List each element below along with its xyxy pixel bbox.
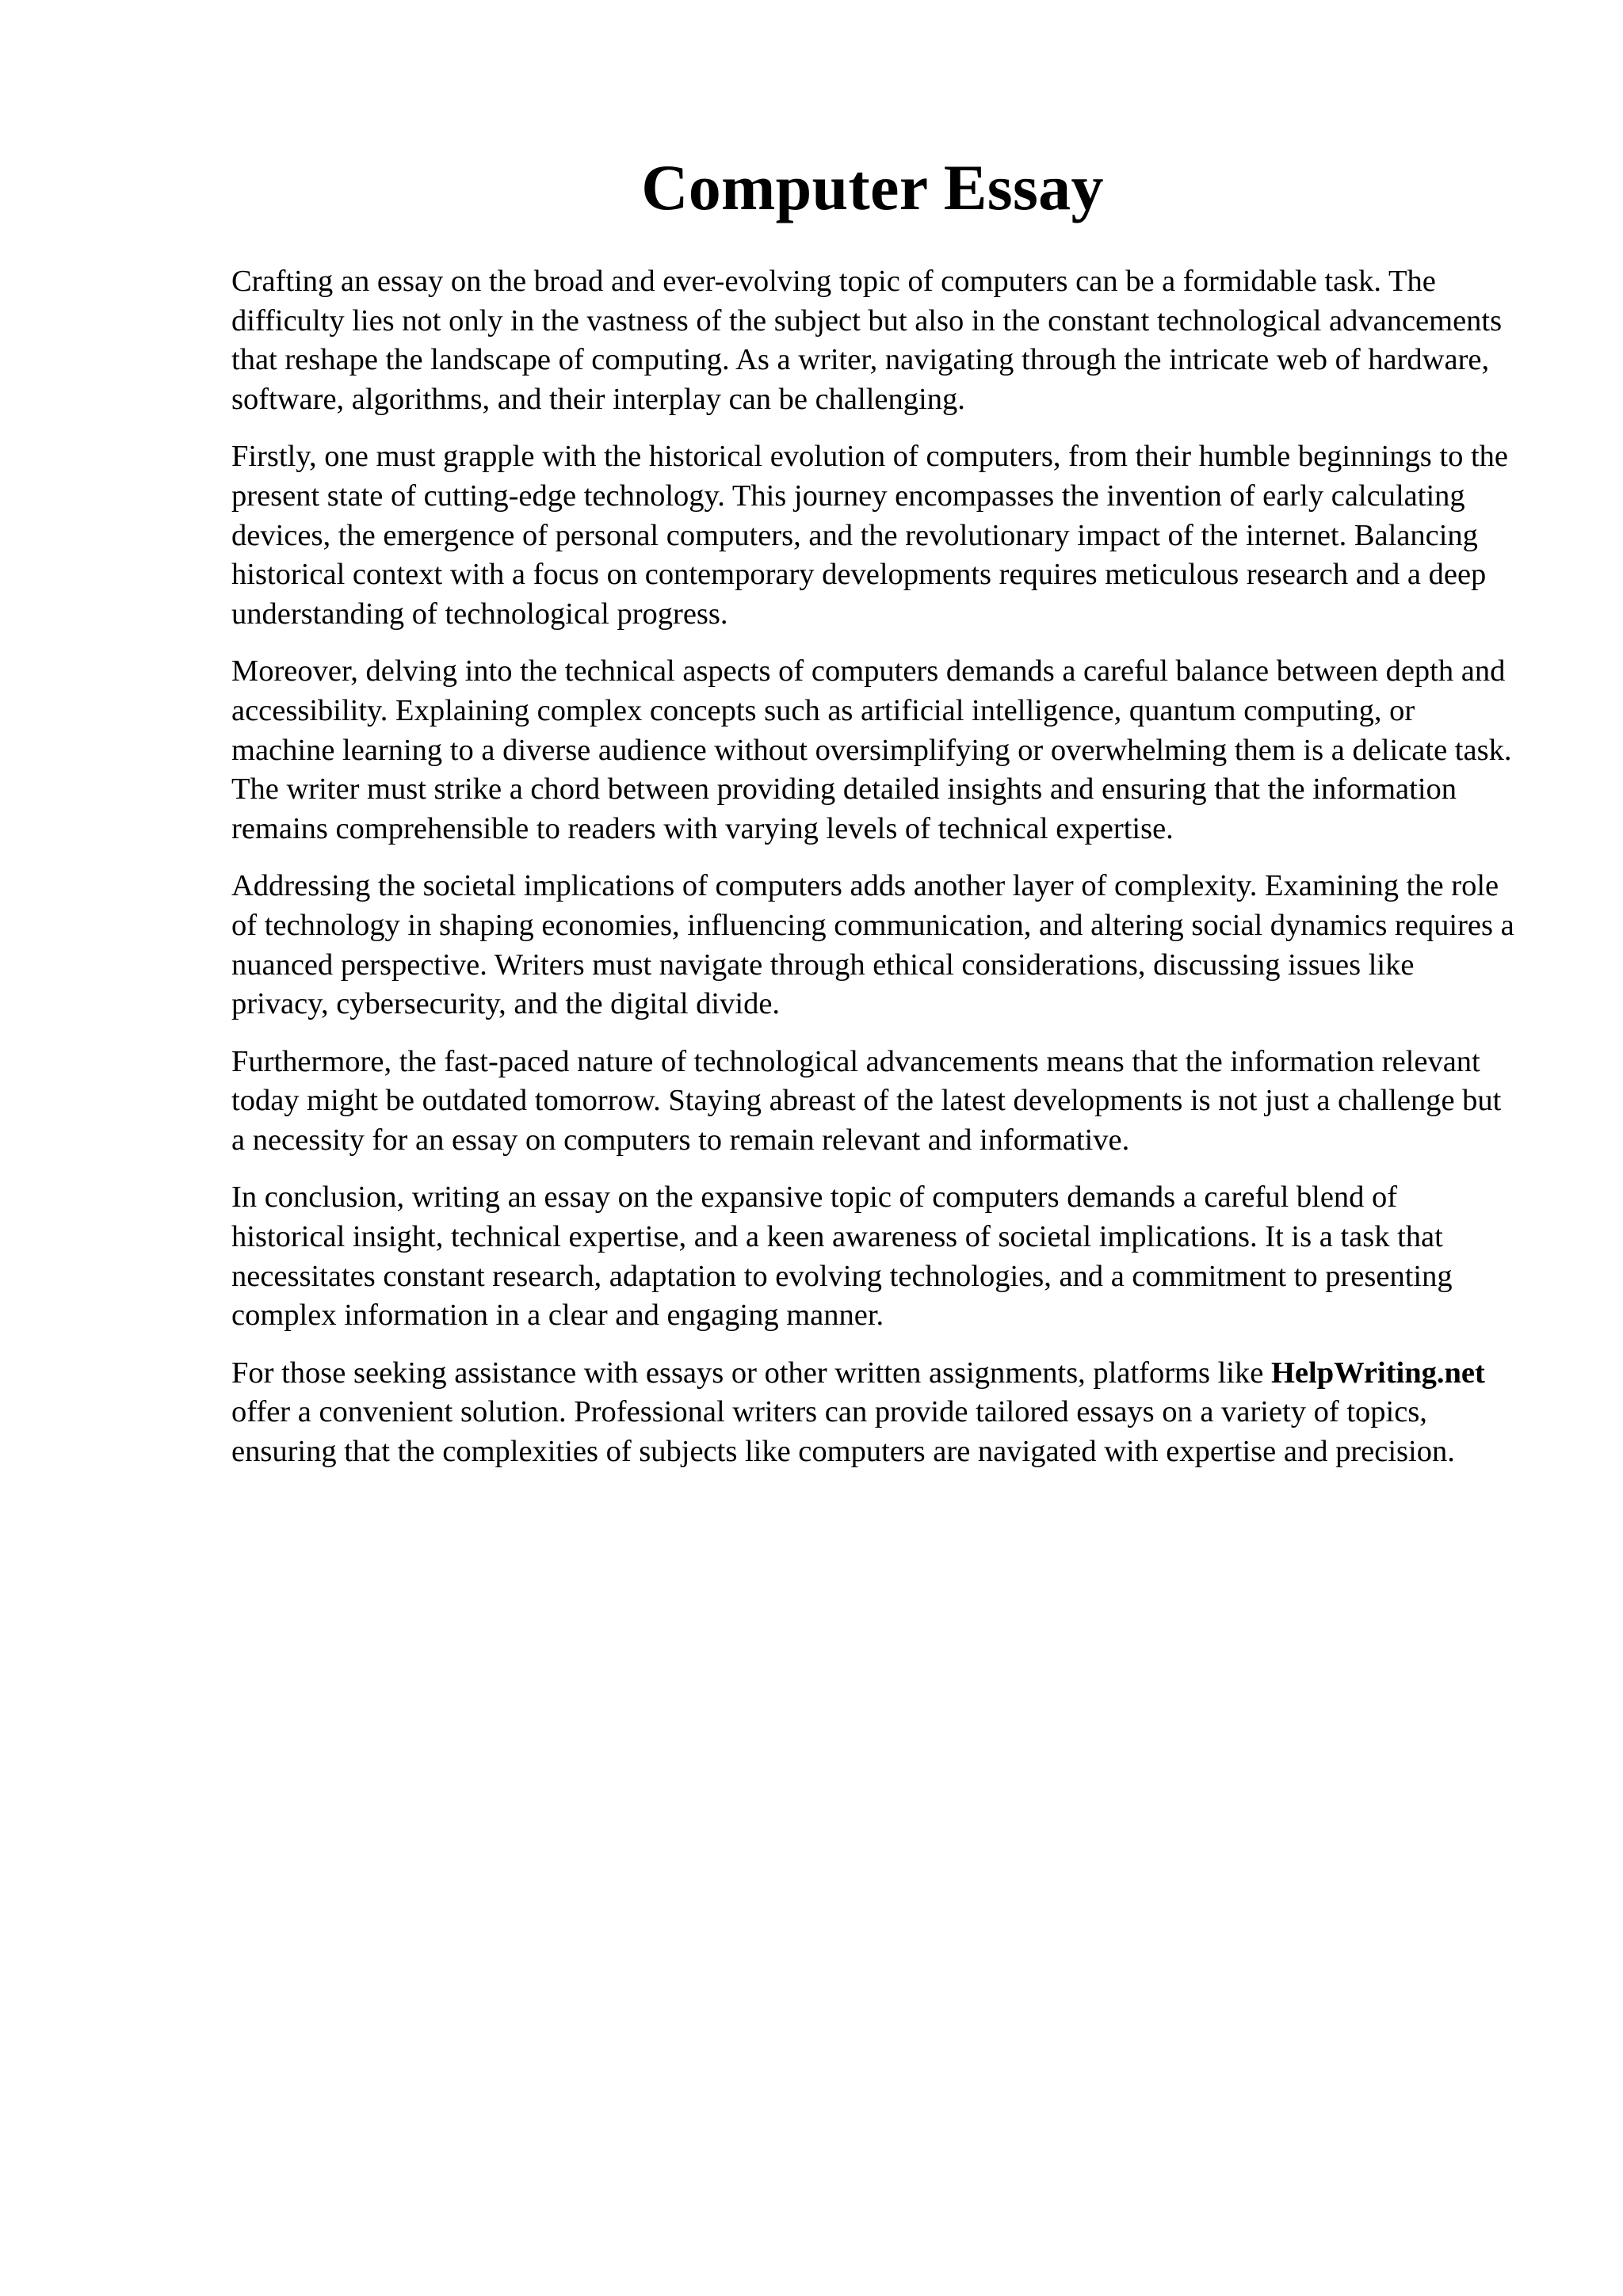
page-title: Computer Essay bbox=[641, 151, 1104, 223]
paragraph-intro: Crafting an essay on the broad and ever-evolving topic of computers can be a formidable task. The difficulty lies not only in the vastness of the subject but also in the constant technological advancements that reshape the landscape of computing. As a writer, navigating through the intricate web of hardware, software, algorithms, and their interplay can be challenging. bbox=[231, 265, 1503, 416]
closing-text-before: For those seeking assistance with essays or other written assignments, platforms like bbox=[231, 1356, 1271, 1390]
paragraph-pace: Furthermore, the fast-paced nature of technological advancements means that the information relevant today might be outdated tomorrow. Staying abreast of the latest developments is not just a challenge but a necessity for an essay on computers to remain relevant and informative. bbox=[231, 1044, 1502, 1157]
closing-text-after: offer a convenient solution. Professional writers can provide tailored essays on a variety of topics, ensuring that the complexities of subjects like computers are navigated with expertise and precision. bbox=[231, 1395, 1455, 1469]
paragraph-conclusion: In conclusion, writing an essay on the expansive topic of computers demands a careful blend of historical insight, technical expertise, and a keen awareness of societal implications. It is a task that necessitates constant research, adaptation to evolving technologies, and a commitment to presenting complex information in a clear and engaging manner. bbox=[231, 1180, 1453, 1333]
paragraph-societal: Addressing the societal implications of computers adds another layer of complexity. Examining the role of technology in shaping economies, influencing communication, and altering social dynamics requires a nuanced perspective. Writers must navigate through ethical considerations, discussing issues like privacy, cybersecurity, and the digital divide. bbox=[231, 869, 1514, 1021]
brand-name: HelpWriting.net bbox=[1270, 1356, 1485, 1390]
essay-body bbox=[231, 262, 1515, 1490]
paragraph-history: Firstly, one must grapple with the historical evolution of computers, from their humble beginnings to the present state of cutting-edge technology. This journey encompasses the invention of early calculating devices, the emergence of personal computers, and the revolutionary impact of the internet. Balancing historical context with a focus on contemporary developments requires meticulous research and a deep understanding of technological progress. bbox=[231, 440, 1509, 631]
paragraph-technical: Moreover, delving into the technical aspects of computers demands a careful balance between depth and accessibility. Explaining complex concepts such as artificial intelligence, quantum computing, or machine learning to a diverse audience without oversimplifying or overwhelming them is a delicate task. The writer must strike a chord between providing detailed insights and ensuring that the information remains comprehensible to readers with varying levels of technical expertise. bbox=[231, 654, 1512, 845]
paragraph-closing bbox=[231, 1354, 1515, 1472]
